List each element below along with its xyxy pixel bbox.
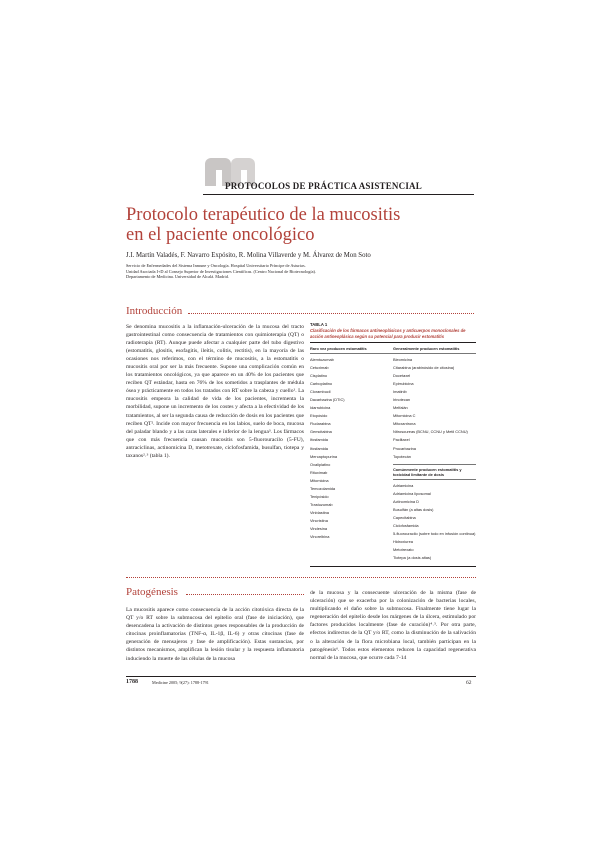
title-line-2: en el paciente oncológico [126,225,315,245]
pathogenesis-text-right [310,589,476,662]
title-line-1: Protocolo terapéutico de la mucositis [126,205,401,225]
pathogenesis-text-left [126,606,304,663]
table-cell: Ifosfamida [310,445,328,451]
affiliation-3: Departamento de Medicina. Universidad de Alcalá. Madrid. [126,274,229,280]
affiliation-2: Unidad Asociada I+D al Consejo Superior de Investigaciones Científicas. (Centro Nacional de Biotecnología). [126,268,317,274]
table-cell: Topotecán [393,453,411,459]
table-cell: Carboplatino [310,381,333,387]
pathogenesis-heading: Patogénesis [126,586,178,598]
table-cell: Metotrexato [393,546,414,552]
authors: J.I. Martín Valadés, F. Navarro Expósito, R. Molina Villaverde y M. Álvarez de Mon Soto [126,252,371,259]
table-header: Generalmente producen estomatitis [393,346,476,354]
table-cell: Adriamicina [393,482,414,488]
table-cell: Gemcitabina [310,429,332,435]
table-cell: Temozolamida [310,485,336,491]
heading-dotted-rule [188,313,474,314]
table-cell: Adriamicina liposomal [393,490,431,496]
header-rule [203,194,474,195]
affiliations [126,263,476,280]
table-cell: Mitomicina C [393,413,416,419]
affiliation-1: Servicio de Enfermedades del Sistema Inmune y Oncología. Hospital Universitario Príncipe de Asturias. [126,263,306,268]
table-cell: Paclitaxel [393,437,410,443]
table-cell: Ciclofosfamida [393,522,419,528]
table-label: TABLA 1 [310,322,328,327]
table-cell: Epirrubicina [393,381,414,387]
table-cell: Trastuzumab [310,501,333,507]
table-cell: Mercaptopurina [310,453,338,459]
table-cell: Rituximab [310,469,328,475]
pathogenesis-paragraph-right: de la mucosa y la consecuente ulceración de la misma (fase de ulceración) que se exacerba por la colonización de bacterias locales, multiplicando el daño sobre la submucosa. Finalmente tiene lugar la regeneración del epitelio desde los márgenes de la úlcera, estimulado por factores producidos localmente (fase de curación)⁴˒⁵. Por otra parte, efectos indirectos de la QT y/o RT, como la disminución de la salivación o la alteración de la flora microbiana local, también participan en la patogénesis⁶. Todos estos elementos reducen la capacidad regenerativa normal de la mucosa, que ocurre cada 7-14 [310,590,476,661]
table-cell: Irinotecan [393,397,411,403]
table-column-common [393,346,476,562]
table-cell: Vindesina [310,525,328,531]
table-caption: Clasificación de los fármacos antineoplásicos y anticuerpos monoclonales de acción antineoplásica según su potencial para producir estomatitis [310,328,466,339]
table-cell: Procarbazina [393,445,416,451]
table-cell: Vinblastina [310,509,329,515]
table-group-limiting [393,482,476,562]
table-cell: Docetaxel [393,373,411,379]
table-cell: Etopósido [310,413,328,419]
table-cell: Melfalán [393,405,408,411]
table-cell: Capecitabina [393,514,416,520]
table-subheader: Comúnmente producen estomatitis y toxicidad limitante de dosis [393,464,476,480]
table-cell: Vincristina [310,517,328,523]
table-bottom-rule [310,566,476,567]
table-cell: Nitrosoureas (BCNU, CCNU y Metil CCNU) [393,429,468,435]
table-cell: Clorambucil [310,389,331,395]
heading-dotted-rule [186,594,304,595]
table-cell: Fludarabina [310,421,331,427]
journal-citation: Medicine 2005; 9(27): 1788-1791 [152,680,209,685]
table-cell: Alemtuzumab [310,357,334,362]
table-cell: Hidroxiurea [393,538,413,544]
table-top-rule [310,342,476,343]
table-cell: Vinorelbina [310,534,330,540]
table-cell: Mitoxantrona [393,421,416,427]
table-cell: 5-fluorouracilo (sobre todo en infusión continua) [393,530,476,536]
table-cell: Idarrubicina [310,405,331,411]
page-number-left: 1788 [126,679,138,685]
table-cell: Citarabina (arabinósido de citosina) [393,365,455,371]
page-number-right: 62 [466,680,472,686]
table-cell: Cisplatino [310,373,328,379]
intro-paragraph: Se denomina mucositis a la inflamación-ulceración de la mucosa del tracto gastrointestinal como consecuencia de tratamientos con quimioterapia (QT) o radioterapia (RT). Aunque puede afectar a cualquier parte del tubo digestivo (estomatitis, glositis, esofagitis, ileítis, colitis, rectitis), en la mayoría de las ocasiones nos referimos, con el término de mucositis, a la estomatitis o mucositis oral por ser la más frecuente. Supone una complicación común en los tratamientos oncológicos, ya que aparece en un 40% de los pacientes que reciben QT estándar, hasta en 76% de los sometidos a trasplantes de médula ósea y prácticamente en todos los tratados con RT sobre la cabeza y cuello¹. La mucositis empeora la calidad de vida de los pacientes, incrementa la morbilidad, supone un incremento de los costes y afecta a la efectividad de los tratamientos, al ser la segunda causa de reducción de dosis en los pacientes que reciben QT². Incide con mayor frecuencia en los labios, suelo de boca, mucosa del paladar blando y a las caras laterales e inferior de la lengua³. Los fármacos que con más frecuencia causan mucositis son 5-fluorouracilo (5-FU), antraciclinas, actinomicina D, metotrexate, ciclofosfamida, busulfan, tiotepa y taxanos²˒³ (tabla 1). [126,324,304,459]
table-body [310,346,476,562]
table-cell: Tiotepa (a dosis altas) [393,555,432,561]
table-cell: Busulfán (a altas dosis) [393,506,434,512]
article-title [126,205,466,245]
table-cell: Tenipósido [310,493,329,499]
logo-notch [216,170,222,186]
table-cell: Oxaliplatino [310,461,331,467]
table-cell: Ifosfamida [310,437,328,443]
intro-heading: Introducción [126,305,183,317]
table-1 [310,322,476,562]
table-cell: Dacarbazina (DTIC) [310,397,345,403]
table-group-general [393,356,476,461]
intro-text [126,323,304,460]
pathogenesis-paragraph-left: La mucositis aparece como consecuencia de la acción citotóxica directa de la QT y/o RT sobre la submucosa del epitelio oral (fase de iniciación), que desencadena la activación de distintos genes responsables de la producción de citocinas proinflamatorias (TNF-α, IL-1β, IL-6) y otras citocinas (fase de generación de mensajeros y fase de amplificación). Estas sustancias, por distintos mecanismos, amplifican la lesión tisular y la respuesta inflamatoria induciendo la muerte de las células de la mucosa [126,607,304,662]
table-header: Raro vez producen estomatitis [310,346,393,354]
table-cell: Cetuximab [310,365,329,371]
table-cell: Mitomicina [310,477,329,483]
section-dotted-rule [126,577,476,578]
table-cell: Bleomicina [393,357,413,362]
section-label: PROTOCOLOS DE PRÁCTICA ASISTENCIAL [225,181,422,191]
footer-rule [126,676,476,677]
table-cell: Actinomicina D [393,498,419,504]
table-column-rare [310,346,393,562]
table-cell: Imatinib [393,389,407,395]
